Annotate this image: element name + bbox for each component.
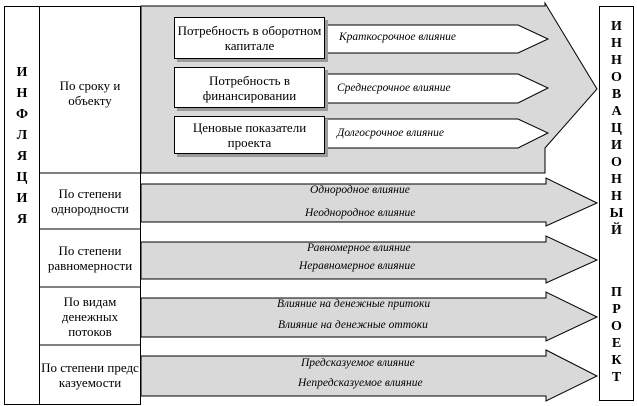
vertical-letter: И — [611, 138, 622, 153]
vertical-letter: В — [611, 87, 622, 102]
vertical-letter: О — [611, 70, 622, 85]
unpredictable-effect: Непредсказуемое влияние — [298, 377, 423, 389]
homogeneous-effect: Однородное влияние — [310, 184, 410, 196]
vertical-letter: А — [611, 104, 622, 119]
vertical-letter: И — [16, 65, 28, 80]
vertical-letter: Я — [16, 212, 28, 227]
vertical-letter: Н — [611, 189, 622, 204]
cash-outflows-effect: Влияние на денежные оттоки — [278, 319, 428, 331]
vertical-letter: О — [611, 319, 622, 334]
vertical-letter: О — [611, 155, 622, 170]
category-cash-flows: По видам денежных потоков — [61, 293, 119, 339]
vertical-letter: П — [611, 285, 622, 300]
innovation-vertical-label — [599, 20, 634, 238]
vertical-letter: Л — [16, 128, 28, 143]
category-predictability: По степени предсказуемости — [41, 360, 139, 390]
financing-need-box: Потребность в финансировании — [174, 67, 325, 108]
working-capital-box: Потребность в оборотном капитале — [174, 17, 325, 59]
category-term-object: По сроку и объекту — [59, 78, 121, 108]
cash-inflows-effect: Влияние на денежные притоки — [277, 298, 431, 310]
non-uniform-effect: Неравномерное влияние — [299, 260, 416, 272]
vertical-letter: Ф — [15, 107, 29, 122]
vertical-letter: И — [611, 19, 622, 34]
vertical-letter: Н — [611, 172, 622, 187]
vertical-letter: Я — [16, 149, 28, 164]
vertical-letter: Т — [611, 370, 622, 385]
long-term-effect: Долгосрочное влияние — [337, 127, 444, 139]
vertical-letter: Н — [611, 36, 622, 51]
category-uniformity: По степени равномерности — [47, 243, 133, 273]
project-vertical-label — [599, 286, 634, 385]
vertical-letter: Ц — [16, 170, 28, 185]
vertical-letter: Н — [611, 53, 622, 68]
vertical-letter: Й — [611, 223, 622, 238]
medium-term-effect: Среднесрочное влияние — [337, 82, 451, 94]
vertical-letter: Ц — [611, 121, 622, 136]
heterogeneous-effect: Неоднородное влияние — [305, 207, 416, 219]
short-term-effect: Краткосрочное влияние — [339, 31, 457, 43]
vertical-letter: Ы — [609, 206, 624, 221]
vertical-letter: Р — [612, 302, 621, 317]
predictable-effect: Предсказуемое влияние — [301, 357, 415, 369]
vertical-letter: К — [611, 353, 622, 368]
vertical-letter: Н — [16, 86, 28, 101]
vertical-letter: Е — [611, 336, 622, 351]
inflation-vertical-label — [4, 66, 40, 227]
vertical-letter: И — [16, 191, 28, 206]
price-indicators-box: Ценовые показатели проекта — [174, 116, 325, 154]
uniform-effect: Равномерное влияние — [307, 242, 411, 254]
category-homogeneity: По степени однородности — [51, 186, 129, 216]
